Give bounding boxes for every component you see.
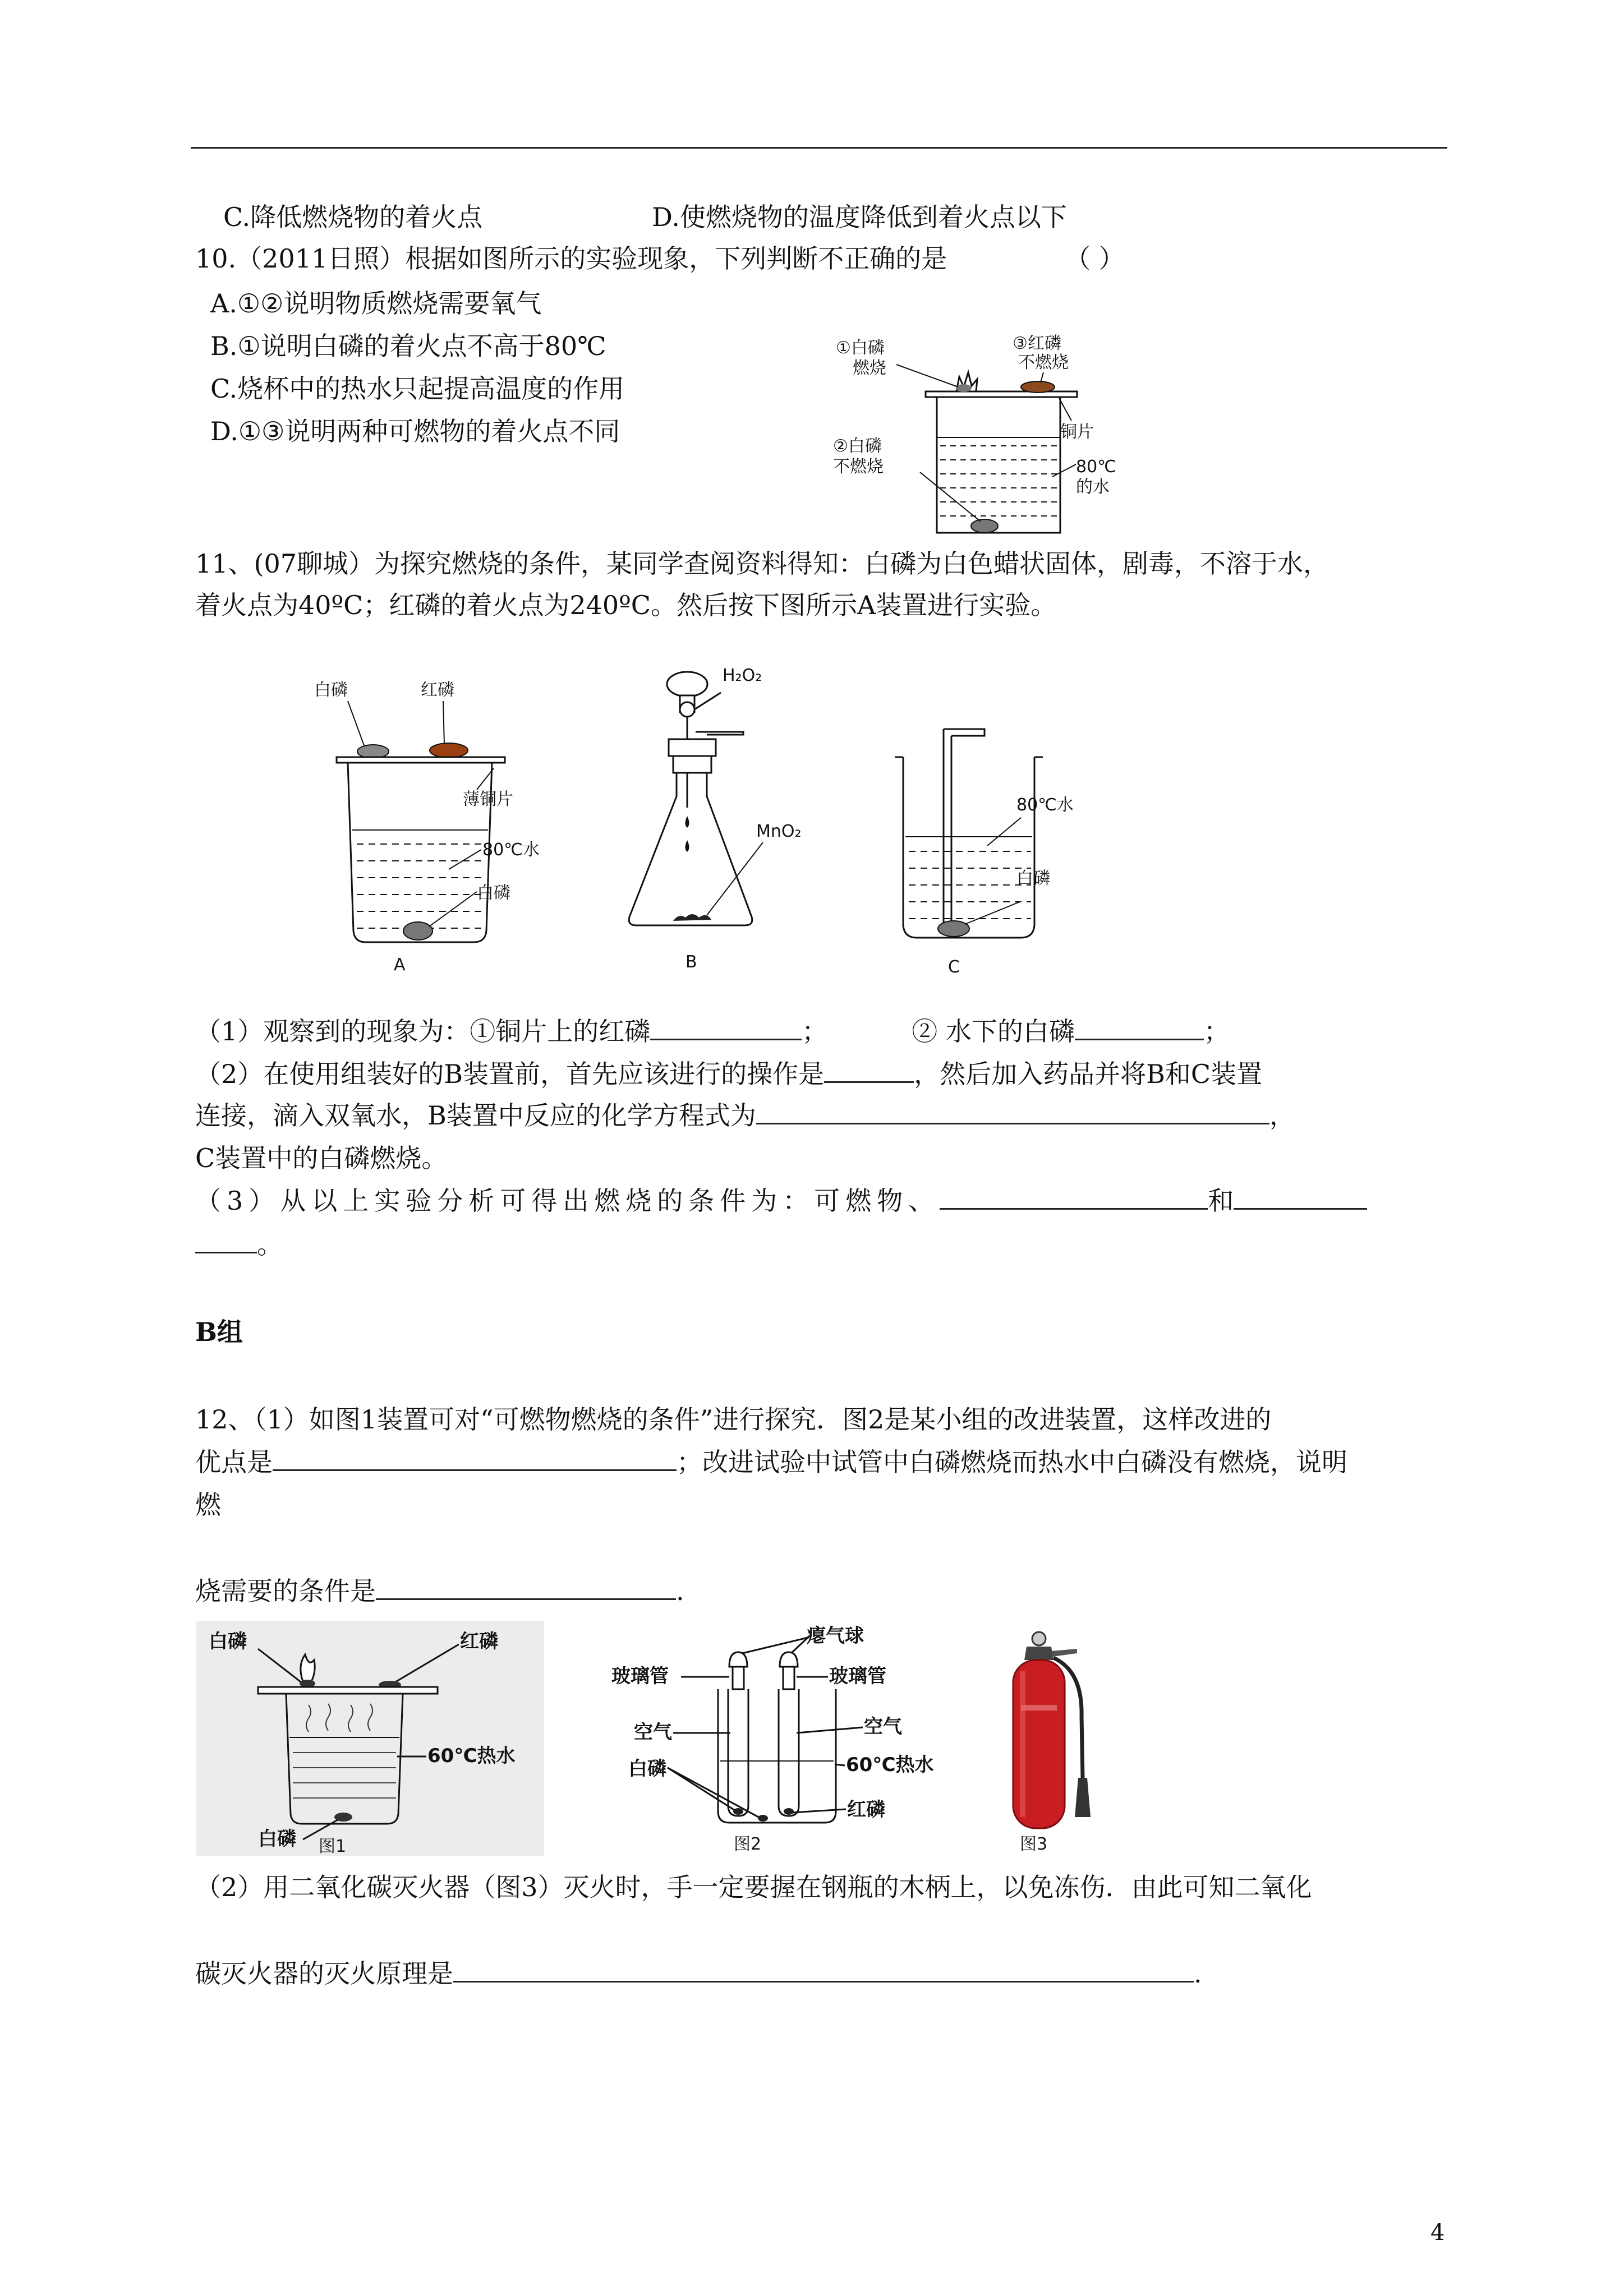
q10-label-white-noburn: ②白磷	[833, 436, 882, 456]
q12f1-label-white: 白磷	[209, 1630, 247, 1653]
q12f2-label-white: 白磷	[628, 1758, 666, 1780]
q11b-stopper	[669, 739, 716, 756]
q11b-stopcock	[680, 702, 694, 717]
q11a-label-white: 白磷	[314, 680, 348, 700]
q11a-label-water: 80℃水	[482, 840, 540, 860]
q11-stem-line2: 着火点为40ºC；红磷的着火点为240ºC。然后按下图所示A装置进行实验。	[195, 590, 1057, 620]
q10-beaker-figure	[825, 325, 1139, 544]
header-rule	[191, 147, 1447, 149]
q10-label-water-2: 的水	[1076, 477, 1110, 497]
q12f2-label-water: 60℃热水	[846, 1754, 934, 1776]
q11b-outlet-tube	[696, 732, 743, 735]
q11b-label-h2o2: H₂O₂	[723, 666, 762, 685]
fire-extinguisher-horn	[1075, 1778, 1091, 1817]
q10-stem: 10.（2011日照）根据如图所示的实验现象，下列判断不正确的是	[195, 243, 947, 274]
q12f2-label-red: 红磷	[847, 1799, 885, 1821]
q12f2-test-tube-right	[779, 1689, 799, 1816]
q11-answer-blank-operation[interactable]	[824, 1061, 914, 1083]
q11b-mno2-solid	[673, 914, 711, 921]
q11-answer-blank-cond1[interactable]	[940, 1188, 1208, 1210]
q10-label-white-burn: ①白磷	[836, 338, 885, 358]
q12-answer-blank-advantage[interactable]	[273, 1449, 677, 1471]
q11c-glass-tube	[944, 729, 984, 931]
q10-label-white-burn-2: 燃烧	[853, 358, 886, 378]
q12f2-label-air-left: 空气	[634, 1721, 672, 1744]
q11a-label-copper: 薄铜片	[463, 790, 513, 809]
q11-part1: （1）观察到的现象为：①铜片上的红磷 ； ② 水下的白磷 ；	[195, 1016, 1230, 1046]
q11c-beaker	[903, 757, 1034, 938]
q11a-red-phosphorus	[430, 743, 468, 758]
q10-option-b: B.①说明白磷的着火点不高于80℃	[210, 331, 606, 361]
q11a-label-red: 红磷	[421, 680, 454, 700]
q12f2-balloon-right	[780, 1652, 798, 1667]
q12f2-balloon-left	[729, 1652, 747, 1667]
fire-extinguisher-gauge-icon	[1032, 1632, 1046, 1645]
q11-answer-blank-white[interactable]	[1075, 1018, 1204, 1040]
q11c-caption: C	[948, 957, 960, 977]
q12-figure-3	[987, 1626, 1116, 1856]
q12f2-beaker	[718, 1689, 836, 1823]
q11b-label-mno2: MnO₂	[756, 822, 802, 841]
page-number: 4	[1430, 2220, 1445, 2246]
q11-part2-line3: C装置中的白磷燃烧。	[195, 1143, 448, 1173]
q12f2-label-tube-left: 玻璃管	[611, 1665, 669, 1688]
q11c-label-water: 80℃水	[1016, 795, 1074, 815]
q10-option-a: A.①②说明物质燃烧需要氧气	[210, 288, 542, 319]
q10-option-d: D.①③说明两种可燃物的着火点不同	[210, 416, 620, 446]
q12-answer-blank-condition[interactable]	[376, 1578, 676, 1600]
q11-figure-c	[869, 723, 1116, 987]
q11-stem-line1: 11、(07聊城）为探究燃烧的条件，某同学查阅资料得知：白磷为白色蜡状固体，剧毒，不溶于水，	[195, 548, 1329, 579]
q9-option-c: C.降低燃烧物的着火点	[223, 202, 483, 232]
q10-label-red: ③红磷	[1013, 334, 1061, 353]
q10-option-c: C.烧杯中的热水只起提高温度的作用	[210, 374, 625, 404]
q12f2-label-tube-right: 玻璃管	[829, 1665, 886, 1688]
q11b-funnel-bulb	[667, 672, 707, 697]
q12f1-label-water: 60℃热水	[427, 1745, 516, 1767]
q12f1-label-red: 红磷	[460, 1630, 498, 1653]
q10-label-red-2: 不燃烧	[1018, 353, 1069, 372]
q12f1-caption: 图1	[319, 1837, 347, 1856]
q11a-caption: A	[394, 955, 406, 975]
q12-line3: 燃	[195, 1490, 221, 1520]
q10-white-phosphorus-top	[956, 384, 972, 392]
q12-part2-line1: （2）用二氧化碳灭火器（图3）灭火时，手一定要握在钢瓶的木柄上，以免冻伤．由此可知二氧化	[195, 1872, 1312, 1902]
q10-beaker	[937, 397, 1060, 533]
q12f3-caption: 图3	[1020, 1834, 1048, 1854]
q11-part2-line1: （2）在使用组装好的B装置前，首先应该进行的操作是 ，然后加入药品并将B和C装置	[195, 1059, 1263, 1089]
q11-answer-blank-red[interactable]	[650, 1018, 802, 1040]
q11b-flask	[629, 773, 752, 925]
q12-part2-line2: 碳灭火器的灭火原理是 .	[195, 1958, 1202, 1989]
q11c-white-phosphorus	[938, 921, 969, 937]
fire-extinguisher-valve	[1024, 1647, 1053, 1660]
q10-answer-paren: （ ）	[1065, 243, 1125, 274]
q12f2-test-tube-left	[728, 1689, 748, 1816]
q10-label-copper: 铜片	[1060, 422, 1094, 442]
q12f1-copper-plate	[258, 1687, 438, 1694]
q11b-caption: B	[686, 952, 697, 972]
q11a-white-phosphorus-bottom	[403, 922, 433, 940]
q10-label-white-noburn-2: 不燃烧	[833, 457, 884, 477]
q12-answer-blank-principle[interactable]	[453, 1961, 1194, 1983]
q11a-label-white-bottom: 白磷	[477, 883, 510, 903]
q11a-copper-plate	[337, 757, 505, 763]
q12-line2: 优点是 ；改进试验中试管中白磷燃烧而热水中白磷没有燃烧，说明	[195, 1447, 1347, 1477]
q11c-label-white: 白磷	[1016, 869, 1050, 888]
q11-part3-cont: 。	[195, 1232, 283, 1257]
q11-part3: （3）从以上实验分析可得出燃烧的条件为：可燃物、 和	[195, 1188, 1367, 1214]
q10-label-water: 80℃	[1076, 457, 1116, 477]
q11-figure-a	[303, 667, 595, 987]
q9-option-d: D.使燃烧物的温度降低到着火点以下	[652, 202, 1067, 232]
q12-figure-1	[196, 1621, 544, 1856]
q10-red-phosphorus	[1021, 381, 1055, 393]
q10-white-phosphorus-bottom	[971, 519, 998, 533]
q12-line4: 烧需要的条件是 .	[195, 1576, 684, 1606]
q12f2-label-air-right: 空气	[864, 1716, 902, 1738]
q11-figure-b	[623, 662, 858, 987]
q10-copper-plate	[926, 391, 1077, 397]
q12f1-label-white-bottom: 白磷	[258, 1828, 296, 1850]
q12-figure-2	[611, 1621, 959, 1856]
group-b-heading: B组	[195, 1317, 243, 1347]
q11-answer-blank-cond2[interactable]	[1234, 1188, 1367, 1210]
q12f2-label-balloon: 瘪气球	[807, 1625, 864, 1647]
q12f2-caption: 图2	[734, 1834, 762, 1854]
q11-answer-blank-equation[interactable]	[756, 1103, 1269, 1124]
q12-line1: 12、（1）如图1装置可对“可燃物燃烧的条件”进行探究．图2是某小组的改进装置，这样改进的	[195, 1404, 1272, 1435]
q11-part2-line2: 连接，滴入双氧水，B装置中反应的化学方程式为 ，	[195, 1100, 1295, 1131]
fire-extinguisher-handle	[1051, 1649, 1077, 1657]
q11-answer-blank-cond2-cont[interactable]	[195, 1232, 257, 1253]
q11a-white-phosphorus	[357, 745, 389, 758]
